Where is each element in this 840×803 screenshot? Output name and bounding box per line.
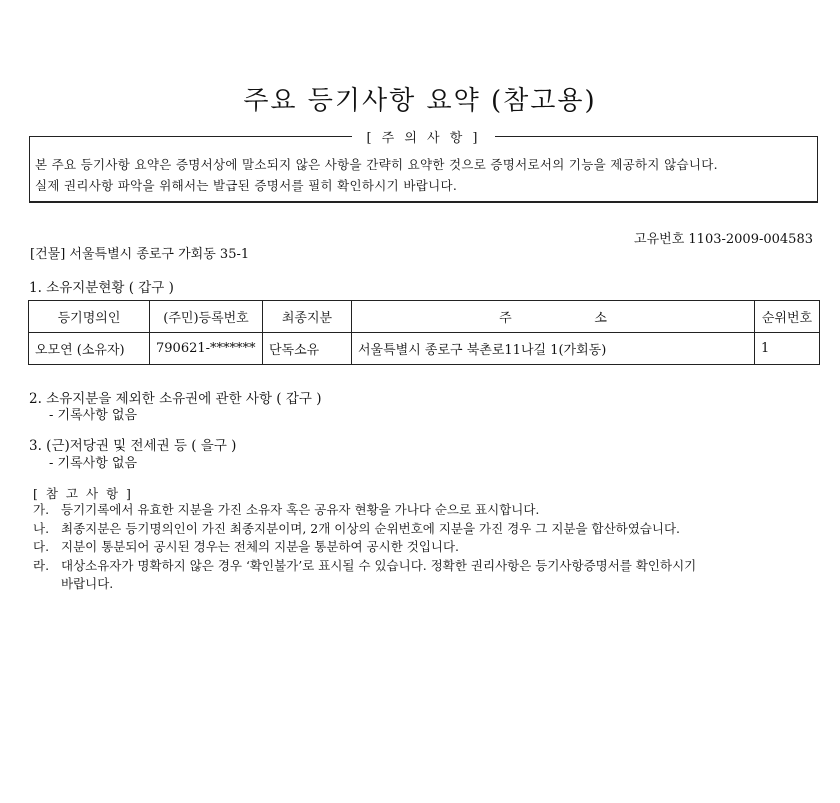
notice-caption — [29, 127, 818, 146]
column-header-reg-number: (주민)등록번호 — [150, 301, 263, 333]
list-item — [33, 557, 696, 576]
property-address: [건물] 서울특별시 종로구 가회동 35-1 — [30, 247, 250, 262]
list-item-continuation: 바랍니다. — [61, 576, 114, 591]
list-item-text: 등기기록에서 유효한 지분을 가진 소유자 혹은 공유자 현황을 가나다 순으로 표시합니다. — [61, 502, 540, 517]
column-header-rank: 순위번호 — [755, 301, 820, 333]
notice-line: 실제 권리사항 파악을 위해서는 발급된 증명서를 필히 확인하시기 바랍니다. — [35, 178, 458, 193]
list-marker: 라. — [33, 557, 50, 573]
column-header-owner: 등기명의인 — [29, 301, 150, 333]
list-item-text: 지분이 통분되어 공시된 경우는 전체의 지분을 통분하여 공시한 것입니다. — [61, 539, 460, 554]
unique-number: 고유번호 1103-2009-004583 — [634, 232, 813, 247]
list-item — [33, 501, 696, 520]
table-row — [29, 333, 820, 365]
cell-final-share: 단독소유 — [263, 333, 352, 365]
section3-heading: 3. (근)저당권 및 전세권 등 ( 을구 ) — [29, 438, 237, 454]
cell-address: 서울특별시 종로구 북촌로11나길 1(가회동) — [352, 333, 755, 365]
column-header-final-share: 최종지분 — [263, 301, 352, 333]
cell-rank: 1 — [755, 333, 820, 365]
notice-text — [35, 154, 812, 196]
section2-note: - 기록사항 없음 — [49, 408, 138, 423]
notice-caption-text: [ 주 의 사 항 ] — [352, 131, 494, 146]
list-marker: 가. — [33, 502, 50, 517]
references-heading: [ 참 고 사 항 ] — [33, 486, 133, 501]
list-item — [33, 538, 696, 557]
list-item-text: 최종지분은 등기명의인이 가진 최종지분이며, 2개 이상의 순위번호에 지분을 가진 경우 그 지분을 합산하였습니다. — [61, 520, 681, 536]
section1-heading: 1. 소유지분현황 ( 갑구 ) — [29, 280, 174, 296]
cell-owner: 오모연 (소유자) — [29, 333, 150, 365]
table-header-row — [29, 301, 820, 333]
document-title: 주요 등기사항 요약 (참고용) — [243, 86, 597, 116]
references-list — [33, 501, 696, 594]
notice-line: 본 주요 등기사항 요약은 증명서상에 말소되지 않은 사항을 간략히 요약한 것으로 증명서로서의 기능을 제공하지 않습니다. — [35, 157, 718, 172]
cell-reg-number: 790621-******* — [150, 333, 263, 365]
list-item-text: 대상소유자가 명확하지 않은 경우 ‘확인불가’로 표시될 수 있습니다. 정확한 권리사항은 등기사항증명서를 확인하시기 — [61, 557, 697, 573]
ownership-table — [28, 300, 820, 365]
list-marker: 나. — [33, 520, 50, 536]
list-marker: 다. — [33, 539, 50, 554]
notice-box — [29, 131, 818, 203]
column-header-address: 주 소 — [352, 301, 755, 333]
notice-border-left — [29, 136, 30, 203]
list-item — [33, 520, 696, 539]
section2-heading: 2. 소유지분을 제외한 소유권에 관한 사항 ( 갑구 ) — [29, 391, 322, 407]
notice-border-right — [817, 136, 818, 203]
section3-note: - 기록사항 없음 — [49, 456, 138, 471]
